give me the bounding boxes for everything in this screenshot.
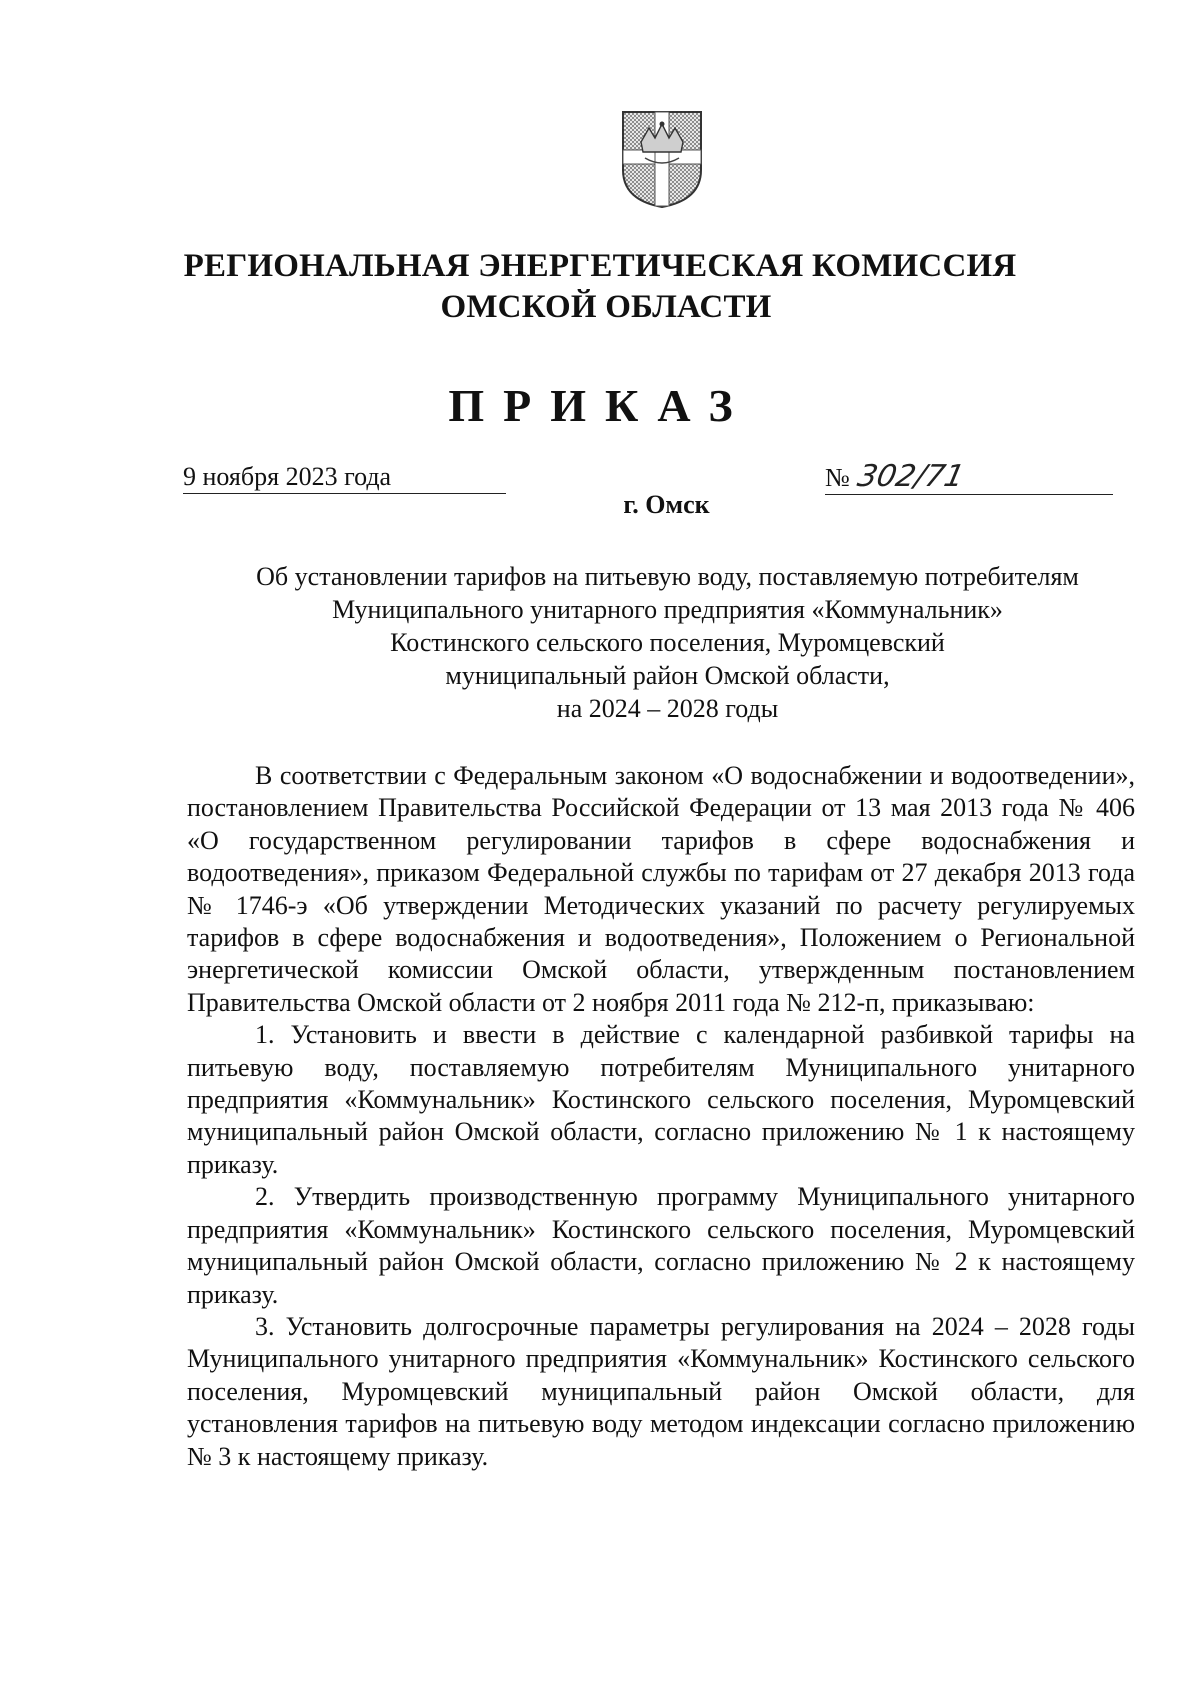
subject-line: Муниципального унитарного предприятия «Коммунальник» [332, 595, 1003, 624]
order-item-1: 1. Установить и ввести в действие с календарной разбивкой тарифы на питьевую воду, поставляемую потребителям Муниципального унитарного предприятия «Коммунальник» Костинского сельского поселения, Муромцевский муниципальный район Омской области, согласно приложению № 1 к настоящему приказу. [187, 1020, 1135, 1179]
subject-line: Костинского сельского поселения, Муромцевский [390, 628, 945, 657]
order-item-3: 3. Установить долгосрочные параметры регулирования на 2024 – 2028 годы Муниципального унитарного предприятия «Коммунальник» Костинского сельского поселения, Муромцевский муниципальный район Омской области, для установления тарифов на питьевую воду методом индексации согласно приложению № 3 к настоящему приказу. [187, 1311, 1135, 1471]
subject-line: Об установлении тарифов на питьевую воду, поставляемую потребителям [256, 562, 1079, 591]
preamble-paragraph: В соответствии с Федеральным законом «О водоснабжении и водоотведении», постановлением Правительства Российской Федерации от 13 мая 2013 года № 406 «О государственном регулировании тарифов в сфере водоснабжения и водоотведения», приказом Федеральной службы по тарифам от 27 декабря 2013 года № 1746-э «Об утверждении Методических указаний по расчету регулируемых тарифов в сфере водоснабжения и водоотведения», Положением о Региональной энергетической комиссии Омской области, утвержденным постановлением Правительства Омской области от 2 ноября 2011 года № 212-п, приказываю: [187, 761, 1135, 1017]
document-date: 9 ноября 2023 года [183, 462, 392, 491]
city: г. Омск [623, 490, 710, 519]
document-type-title: ПРИКАЗ [448, 380, 752, 431]
coat-of-arms-icon [619, 108, 705, 210]
order-item-2: 2. Утвердить производственную программу Муниципального унитарного предприятия «Коммунальник» Костинского сельского поселения, Муромцевский муниципальный район Омской области, согласно приложению № 2 к настоящему приказу. [187, 1182, 1135, 1309]
number-prefix: № [825, 463, 850, 492]
document-subject [0, 560, 1200, 725]
subject-line: муниципальный район Омской области, [445, 661, 890, 690]
document-body [187, 760, 1135, 1473]
document-number-handwritten: 302/71 [854, 459, 968, 494]
organization-name-line1: РЕГИОНАЛЬНАЯ ЭНЕРГЕТИЧЕСКАЯ КОМИССИЯ [183, 248, 1017, 284]
subject-line: на 2024 – 2028 годы [556, 694, 779, 723]
organization-name-line2: ОМСКОЙ ОБЛАСТИ [440, 289, 772, 325]
